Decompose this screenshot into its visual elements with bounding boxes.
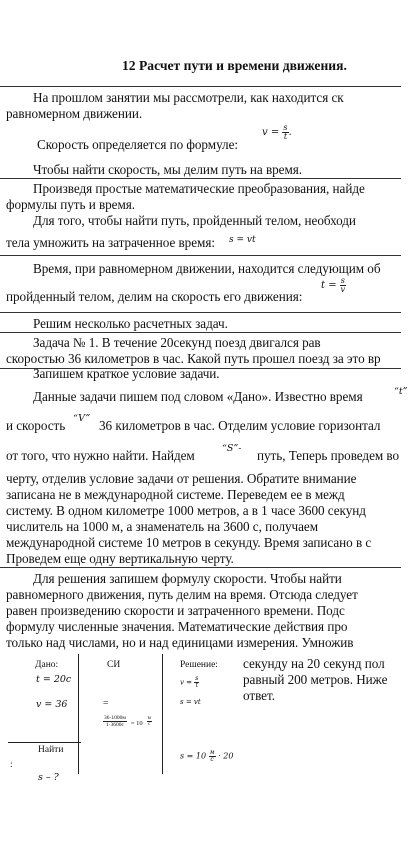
paragraph-line: равномерного движения, путь делим на время. Отсюда следует: [6, 587, 358, 602]
paragraph-line: черту, отделив условие задачи от решения. Обратите внимание: [6, 471, 357, 486]
conv-unit-den: с: [148, 721, 151, 727]
paragraph-line: Запишем краткое условие задачи.: [33, 366, 220, 381]
paragraph-line: Произведя простые математические преобразования, найде: [33, 181, 365, 196]
paragraph-line: Скорость определяется по формуле:: [37, 137, 238, 152]
table-vline: [162, 654, 163, 774]
naiti-label: Найти: [38, 745, 64, 755]
paragraph-line: 36 километров в час. Отделим условие горизонтал: [99, 418, 381, 433]
formula-velocity: v = $\frac{s}{t}$ .: [262, 123, 292, 141]
sol3-tail: · 20: [218, 751, 234, 761]
quote-t: “t”: [394, 386, 408, 397]
paragraph-line: формулу численные значения. Математические действия про: [6, 619, 348, 634]
paragraph-line: равномерном движении.: [6, 106, 143, 121]
paragraph-line: Чтобы найти скорость, мы делим путь на время.: [33, 162, 303, 177]
paragraph-line: путь, Теперь проведем во: [257, 448, 400, 463]
formula-path: s = vt: [229, 235, 256, 245]
colon: :: [10, 760, 13, 770]
given-speed: v = 36: [36, 699, 68, 710]
formula-num: s: [340, 276, 345, 285]
sol1-num: s: [195, 675, 199, 682]
paragraph-line: Для того, чтобы найти путь, пройденный телом, необходи: [33, 213, 356, 228]
paragraph-line: от того, что нужно найти. Найдем: [6, 448, 195, 463]
solution-formula-s: s = vt: [180, 698, 201, 706]
table-hline: [8, 742, 81, 743]
paragraph-line: международной системе 10 метров в секунду. Время записано в с: [6, 535, 372, 550]
conv-result: = 10: [130, 720, 143, 727]
paragraph-line: только над числами, но и над единицами измерения. Умножив: [6, 635, 354, 650]
given-time: t = 20с: [36, 674, 72, 685]
divider: [0, 255, 401, 256]
conversion: [103, 712, 152, 730]
equals-sign: =: [103, 699, 109, 709]
paragraph-line: Решим несколько расчетных задач.: [33, 316, 228, 331]
divider: [0, 178, 401, 179]
paragraph-line: Задача № 1. В течение 20секунд поезд двигался рав: [33, 335, 321, 350]
sol1-den: t: [195, 682, 199, 689]
solution-calc: [180, 750, 233, 763]
paragraph-line: записана не в международной системе. Переведем ее в межд: [6, 487, 345, 502]
divider: [0, 312, 401, 313]
paragraph-line: и скорость: [6, 418, 66, 433]
paragraph-line: формулы путь и время.: [6, 197, 136, 212]
formula-den: v: [340, 285, 346, 294]
paragraph-line: Проведем еще одну вертикальную черту.: [6, 551, 234, 566]
formula-num: s: [283, 123, 288, 132]
formula-text: v =: [262, 127, 280, 138]
paragraph-line: Время, при равномерном движении, находится следующим об: [33, 261, 381, 276]
paragraph-line: На прошлом занятии мы рассмотрели, как находится ск: [33, 90, 344, 105]
formula-text: t =: [321, 280, 337, 291]
page-title: 12 Расчет пути и времени движения.: [122, 58, 347, 73]
table-vline: [78, 654, 79, 774]
sol3-num: м: [209, 749, 215, 756]
formula-den: t: [283, 132, 288, 141]
sol1-text: v =: [180, 678, 193, 687]
quote-v: “V”: [73, 413, 91, 424]
paragraph-line: скоростью 36 километров в час. Какой путь прошел поезд за это вр: [6, 351, 381, 366]
divider: [0, 332, 401, 333]
divider: [0, 567, 401, 568]
sol3-text: s = 10: [180, 751, 207, 761]
paragraph-line: секунду на 20 секунд пол: [243, 656, 385, 671]
paragraph-line: Для решения запишем формулу скорости. Чтобы найти: [33, 571, 342, 586]
sol3-den: с: [210, 756, 214, 763]
paragraph-line: пройденный телом, делим на скорость его движения:: [6, 289, 303, 304]
paragraph-line: ответ.: [243, 688, 275, 703]
paragraph-line: Данные задачи пишем под словом «Дано». Известно время: [33, 389, 363, 404]
divider: [0, 86, 401, 87]
paragraph-line: систему. В одном километре 1000 метров, а в 1 часе 3600 секунд: [6, 503, 366, 518]
paragraph-line: равный 200 метров. Ниже: [243, 672, 388, 687]
conv-den: 1·3600с: [105, 721, 124, 728]
formula-time: [321, 277, 346, 294]
unknown-s: s – ?: [38, 772, 59, 783]
conv-num: 36·1000м: [104, 714, 126, 721]
paragraph-line: равен произведению скорости и затраченного времени. Подс: [6, 603, 345, 618]
reshenie-label: Решение:: [180, 660, 218, 670]
solution-formula-v: [180, 676, 199, 689]
conv-unit-num: м: [147, 715, 151, 721]
paragraph-line: тела умножить на затраченное время:: [6, 235, 215, 250]
paragraph-line: числитель на 1000 м, а знаменатель на 3600 с, получаем: [6, 519, 319, 534]
si-label: СИ: [107, 660, 121, 670]
quote-s: “S”-: [222, 443, 242, 454]
dano-label: Дано:: [35, 660, 59, 670]
